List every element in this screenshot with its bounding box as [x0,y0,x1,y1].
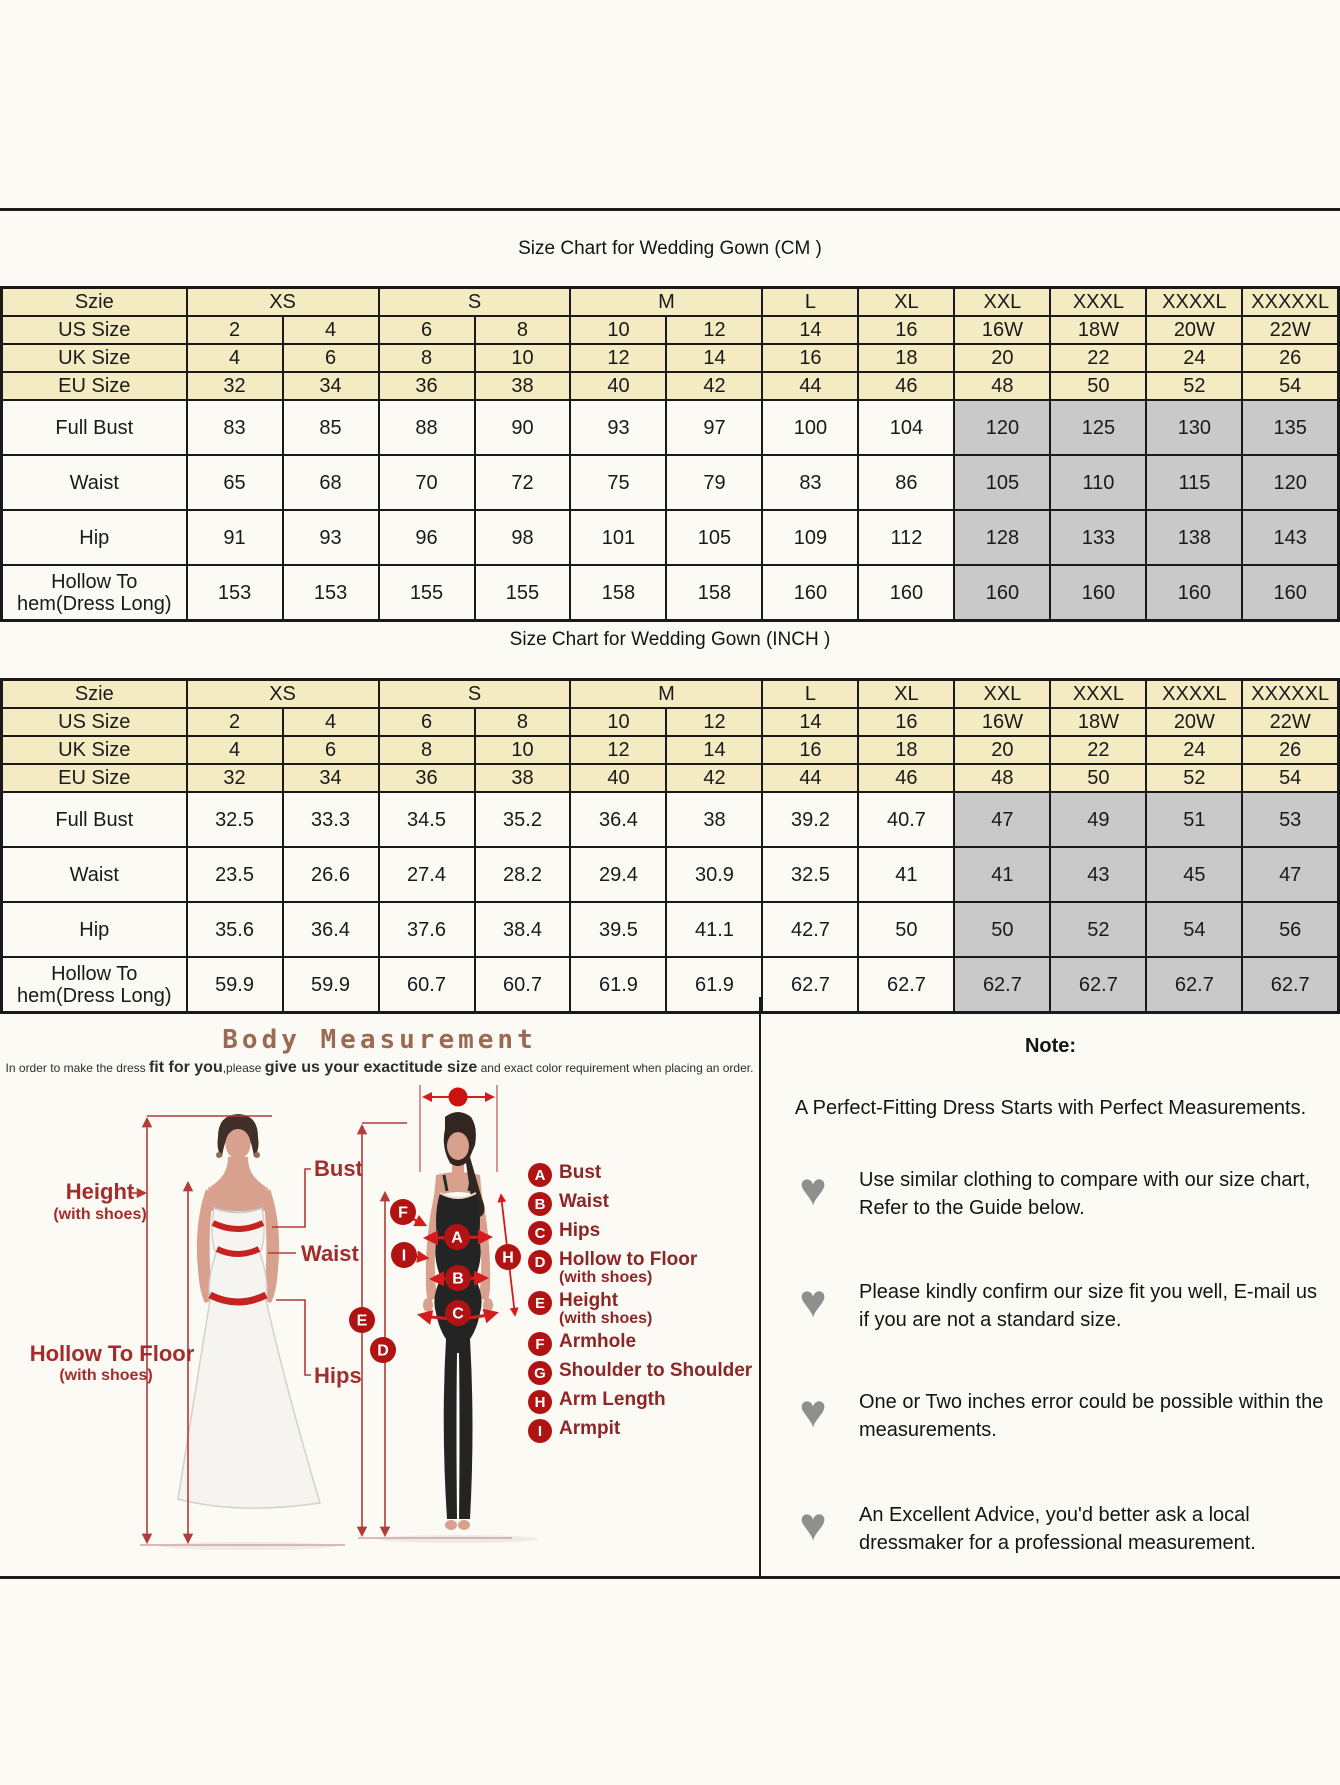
note-item [789,1498,1329,1557]
size-group-header: XXL [954,680,1050,709]
size-cell: 36 [379,372,475,400]
legend-label-sub: (with shoes) [559,1268,653,1286]
size-cell: 40 [570,764,666,792]
size-cell: 52 [1146,372,1242,400]
measure-cell: 50 [954,902,1050,957]
size-cell: 22 [1050,344,1146,372]
legend-label [559,1291,652,1328]
size-cell: 20W [1146,316,1242,344]
legend-item [528,1250,697,1287]
row-label: Hip [2,902,187,957]
measure-cell: 60.7 [475,957,571,1013]
size-cell: 44 [762,372,858,400]
measure-cell: 51 [1146,792,1242,847]
size-cell: 16W [954,316,1050,344]
measure-cell: 96 [379,510,475,565]
size-cell: 14 [762,708,858,736]
measure-cell: 86 [858,455,954,510]
measure-cell: 125 [1050,400,1146,455]
legend-letter-badge: H [528,1390,552,1414]
measure-cell: 52 [1050,902,1146,957]
figure-badge-letter: H [502,1249,514,1267]
measure-cell: 32.5 [187,792,283,847]
figure-badge-letter: B [452,1270,464,1288]
legend-letter-badge: I [528,1419,552,1443]
measure-cell: 98 [475,510,571,565]
legend-label-main: Hollow to Floor [559,1249,698,1270]
legend-item [528,1163,601,1187]
legend-letter-badge: D [528,1250,552,1274]
measure-cell: 39.5 [570,902,666,957]
note-item [789,1275,1329,1334]
measure-cell: 35.6 [187,902,283,957]
measure-cell: 40.7 [858,792,954,847]
legend-letter-badge: E [528,1291,552,1315]
measure-cell: 133 [1050,510,1146,565]
measure-cell: 65 [187,455,283,510]
measure-cell: 68 [283,455,379,510]
note-item-text: An Excellent Advice, you'd better ask a local dressmaker for a professional measurement. [859,1504,1256,1554]
measure-cell: 115 [1146,455,1242,510]
measure-cell: 101 [570,510,666,565]
size-cell: 10 [570,316,666,344]
measure-cell: 60.7 [379,957,475,1013]
measure-cell: 38.4 [475,902,571,957]
size-group-header: XXXXL [1146,288,1242,317]
size-chart-table-inch [0,678,1340,1014]
measure-cell: 83 [762,455,858,510]
size-group-header: S [379,680,571,709]
measure-cell: 130 [1146,400,1242,455]
size-cell: 8 [475,316,571,344]
figure-badge-letter: E [356,1312,368,1330]
legend-label-main: Armhole [559,1331,637,1352]
size-cell: 4 [283,708,379,736]
measure-cell: 120 [1242,455,1338,510]
subtitle-part: ,please [222,1061,265,1075]
row-label: UK Size [2,344,187,372]
size-cell: 52 [1146,764,1242,792]
measure-cell: 56 [1242,902,1338,957]
legend-label [559,1250,697,1287]
legend-letter-badge: G [528,1361,552,1385]
subtitle-part: In order to make the dress [5,1061,149,1075]
body-measurement-title: Body Measurement [222,1025,537,1055]
measure-cell: 23.5 [187,847,283,902]
size-cell: 44 [762,764,858,792]
measure-row [2,455,1339,510]
size-group-header: S [379,288,571,317]
size-cell: 42 [666,372,762,400]
size-cell: 12 [570,344,666,372]
size-corner-label: Szie [2,680,187,709]
size-cell: 18W [1050,316,1146,344]
row-label: Full Bust [2,792,187,847]
row-label: EU Size [2,764,187,792]
waist-label: Waist [301,1241,359,1266]
measure-cell: 59.9 [283,957,379,1013]
measure-cell: 47 [1242,847,1338,902]
row-label: Hip [2,510,187,565]
measure-cell: 61.9 [570,957,666,1013]
size-cell: 14 [666,344,762,372]
figure-badge-letter: D [377,1342,389,1360]
row-label: Waist [2,455,187,510]
measure-cell: 110 [1050,455,1146,510]
measure-cell: 50 [858,902,954,957]
size-cell: 20W [1146,708,1242,736]
measure-cell: 36.4 [283,902,379,957]
measure-cell: 105 [954,455,1050,510]
measure-cell: 62.7 [1050,957,1146,1013]
legend-item [528,1419,620,1443]
row-label: Hollow To hem(Dress Long) [2,957,187,1013]
measure-cell: 160 [1050,565,1146,621]
size-cell: 34 [283,372,379,400]
subtitle-part: and exact color requirement when placing an order. [477,1061,754,1075]
measure-cell: 128 [954,510,1050,565]
size-cell: 12 [666,316,762,344]
head-top-marker [449,1088,468,1107]
legend-letter-badge: A [528,1163,552,1187]
size-cell: 2 [187,316,283,344]
measure-cell: 70 [379,455,475,510]
measure-cell: 62.7 [954,957,1050,1013]
size-cell: 48 [954,764,1050,792]
measure-cell: 39.2 [762,792,858,847]
size-cell: 10 [475,344,571,372]
measure-cell: 97 [666,400,762,455]
measure-cell: 30.9 [666,847,762,902]
legend-label [559,1361,752,1381]
measure-cell: 47 [954,792,1050,847]
measure-cell: 105 [666,510,762,565]
legend-item [528,1192,609,1216]
measure-cell: 91 [187,510,283,565]
legend-item [528,1390,666,1414]
size-group-header: XXXXL [1146,680,1242,709]
legend-label [559,1163,601,1183]
measure-cell: 34.5 [379,792,475,847]
size-group-row [2,680,1339,709]
height-label: Height [65,1179,135,1204]
measure-cell: 155 [379,565,475,621]
size-cell: 50 [1050,764,1146,792]
size-cell: 36 [379,764,475,792]
measure-cell: 79 [666,455,762,510]
hollow-sub-label: (with shoes) [59,1367,153,1384]
measure-row [2,847,1339,902]
legend-label-main: Waist [559,1191,609,1212]
top-divider-line [0,208,1340,211]
measure-cell: 41 [954,847,1050,902]
size-group-row [2,288,1339,317]
row-label: Waist [2,847,187,902]
note-item [789,1163,1329,1222]
measure-cell: 90 [475,400,571,455]
legend-label-sub: (with shoes) [559,1309,653,1327]
measure-cell: 43 [1050,847,1146,902]
size-cell: 24 [1146,344,1242,372]
size-row [2,764,1339,792]
size-row [2,372,1339,400]
note-panel [759,997,1340,1576]
measure-cell: 83 [187,400,283,455]
note-item-text: Use similar clothing to compare with our size chart, Refer to the Guide below. [859,1169,1311,1219]
measure-cell: 75 [570,455,666,510]
hollow-label: Hollow To Floor [29,1341,195,1366]
legend-item [528,1332,636,1356]
row-label: UK Size [2,736,187,764]
size-group-header: XL [858,288,954,317]
measure-cell: 38 [666,792,762,847]
size-cell: 34 [283,764,379,792]
measure-cell: 104 [858,400,954,455]
measure-cell: 62.7 [1146,957,1242,1013]
measure-cell: 35.2 [475,792,571,847]
measure-cell: 100 [762,400,858,455]
size-group-header: XXL [954,288,1050,317]
inch-table-title: Size Chart for Wedding Gown (INCH ) [509,629,831,650]
size-group-header: XXXL [1050,288,1146,317]
measure-cell: 42.7 [762,902,858,957]
measure-cell: 88 [379,400,475,455]
size-cell: 12 [570,736,666,764]
measure-cell: 54 [1146,902,1242,957]
legend-letter-badge: B [528,1192,552,1216]
size-row [2,316,1339,344]
figure-badge-letter: F [398,1204,408,1222]
legend-label [559,1332,636,1352]
bottom-divider-line [0,1576,1340,1579]
size-cell: 38 [475,372,571,400]
hips-label: Hips [314,1363,362,1388]
measure-cell: 29.4 [570,847,666,902]
size-cell: 40 [570,372,666,400]
note-item-text: Please kindly confirm our size fit you well, E-mail us if you are not a standard size. [859,1281,1317,1331]
legend-label [559,1192,609,1212]
size-cell: 16 [762,344,858,372]
heart-icon: ♥ [799,1275,827,1327]
measure-cell: 62.7 [858,957,954,1013]
measure-cell: 160 [1242,565,1338,621]
heart-icon: ♥ [799,1163,827,1215]
size-group-header: L [762,680,858,709]
size-cell: 46 [858,372,954,400]
legend-letter-badge: C [528,1221,552,1245]
size-group-header: L [762,288,858,317]
size-cell: 48 [954,372,1050,400]
size-cell: 20 [954,344,1050,372]
heart-icon: ♥ [799,1498,827,1550]
measure-cell: 143 [1242,510,1338,565]
body-measurement-panel [0,997,759,1576]
size-cell: 8 [379,736,475,764]
size-row [2,736,1339,764]
size-cell: 16 [858,316,954,344]
legend-letter-badge: F [528,1332,552,1356]
size-cell: 16 [858,708,954,736]
size-cell: 22W [1242,708,1338,736]
size-cell: 4 [283,316,379,344]
legend-item [528,1361,752,1385]
row-label: EU Size [2,372,187,400]
measure-row [2,792,1339,847]
legend-item [528,1291,652,1328]
measure-cell: 49 [1050,792,1146,847]
size-cell: 14 [762,316,858,344]
measure-cell: 120 [954,400,1050,455]
note-item-text: One or Two inches error could be possible within the measurements. [859,1391,1324,1441]
measure-cell: 61.9 [666,957,762,1013]
measure-cell: 59.9 [187,957,283,1013]
size-group-header: XS [187,288,379,317]
legend-label [559,1419,620,1439]
measure-cell: 27.4 [379,847,475,902]
size-cell: 16W [954,708,1050,736]
size-cell: 38 [475,764,571,792]
size-cell: 8 [475,708,571,736]
height-sub-label: (with shoes) [53,1206,147,1223]
measure-cell: 62.7 [1242,957,1338,1013]
cm-table-title: Size Chart for Wedding Gown (CM ) [518,238,822,259]
size-cell: 50 [1050,372,1146,400]
size-cell: 4 [187,736,283,764]
size-cell: 22W [1242,316,1338,344]
note-intro: A Perfect-Fitting Dress Starts with Perfect Measurements. [794,1097,1307,1119]
size-cell: 20 [954,736,1050,764]
measure-row [2,400,1339,455]
heart-icon: ♥ [799,1385,827,1437]
figure-badge-letter: C [452,1305,464,1323]
size-group-header: XXXXXL [1242,288,1338,317]
measure-cell: 158 [570,565,666,621]
measure-cell: 36.4 [570,792,666,847]
measure-cell: 112 [858,510,954,565]
subtitle-part: give us your exactitude size [264,1059,478,1076]
size-group-header: XL [858,680,954,709]
size-row [2,708,1339,736]
size-cell: 18 [858,344,954,372]
size-cell: 6 [283,736,379,764]
size-group-header: XXXXXL [1242,680,1338,709]
size-cell: 4 [187,344,283,372]
measure-cell: 160 [858,565,954,621]
measure-cell: 26.6 [283,847,379,902]
measure-cell: 153 [283,565,379,621]
measure-row [2,902,1339,957]
measure-cell: 41 [858,847,954,902]
measure-cell: 155 [475,565,571,621]
legend-label [559,1390,666,1410]
size-cell: 32 [187,372,283,400]
legend-label-main: Bust [559,1162,602,1183]
size-cell: 8 [379,344,475,372]
figure-badge-letter: I [401,1247,407,1265]
size-cell: 12 [666,708,762,736]
size-cell: 24 [1146,736,1242,764]
measure-cell: 93 [570,400,666,455]
size-cell: 26 [1242,344,1338,372]
legend-label-main: Arm Length [559,1389,666,1410]
size-row [2,344,1339,372]
measure-cell: 45 [1146,847,1242,902]
legend-label-main: Hips [559,1220,601,1241]
size-cell: 14 [666,736,762,764]
bottom-section [0,997,1340,1576]
size-cell: 2 [187,708,283,736]
measure-cell: 158 [666,565,762,621]
size-cell: 18W [1050,708,1146,736]
size-chart-table-cm [0,286,1340,622]
measure-cell: 160 [762,565,858,621]
subtitle-part: fit for you [148,1059,223,1076]
measure-cell: 72 [475,455,571,510]
row-label: US Size [2,708,187,736]
size-cell: 54 [1242,764,1338,792]
note-heading: Note: [1024,1035,1077,1057]
bust-label: Bust [314,1156,363,1181]
size-group-header: XS [187,680,379,709]
size-corner-label: Szie [2,288,187,317]
row-label: Full Bust [2,400,187,455]
size-cell: 54 [1242,372,1338,400]
measure-cell: 33.3 [283,792,379,847]
size-group-header: XXXL [1050,680,1146,709]
measure-row [2,510,1339,565]
size-cell: 6 [283,344,379,372]
legend-label-main: Height [559,1290,619,1311]
size-cell: 18 [858,736,954,764]
size-cell: 32 [187,764,283,792]
size-cell: 46 [858,764,954,792]
measure-cell: 160 [1146,565,1242,621]
size-group-header: M [570,288,762,317]
measure-cell: 160 [954,565,1050,621]
measure-cell: 85 [283,400,379,455]
size-cell: 6 [379,316,475,344]
size-cell: 6 [379,708,475,736]
measure-cell: 109 [762,510,858,565]
measure-cell: 53 [1242,792,1338,847]
size-cell: 26 [1242,736,1338,764]
measure-cell: 93 [283,510,379,565]
row-label: US Size [2,316,187,344]
note-item [789,1385,1329,1444]
size-cell: 22 [1050,736,1146,764]
size-cell: 10 [570,708,666,736]
measure-cell: 28.2 [475,847,571,902]
size-group-header: M [570,680,762,709]
row-label: Hollow To hem(Dress Long) [2,565,187,621]
measure-cell: 41.1 [666,902,762,957]
measure-cell: 135 [1242,400,1338,455]
size-cell: 16 [762,736,858,764]
measure-cell: 138 [1146,510,1242,565]
figure-badge-letter: A [451,1229,463,1247]
measure-cell: 62.7 [762,957,858,1013]
legend-label [559,1221,600,1241]
measure-cell: 32.5 [762,847,858,902]
measure-cell: 37.6 [379,902,475,957]
legend-label-main: Armpit [559,1418,621,1439]
legend-item [528,1221,600,1245]
size-cell: 10 [475,736,571,764]
legend-label-main: Shoulder to Shoulder [559,1360,753,1381]
measure-cell: 153 [187,565,283,621]
size-cell: 42 [666,764,762,792]
